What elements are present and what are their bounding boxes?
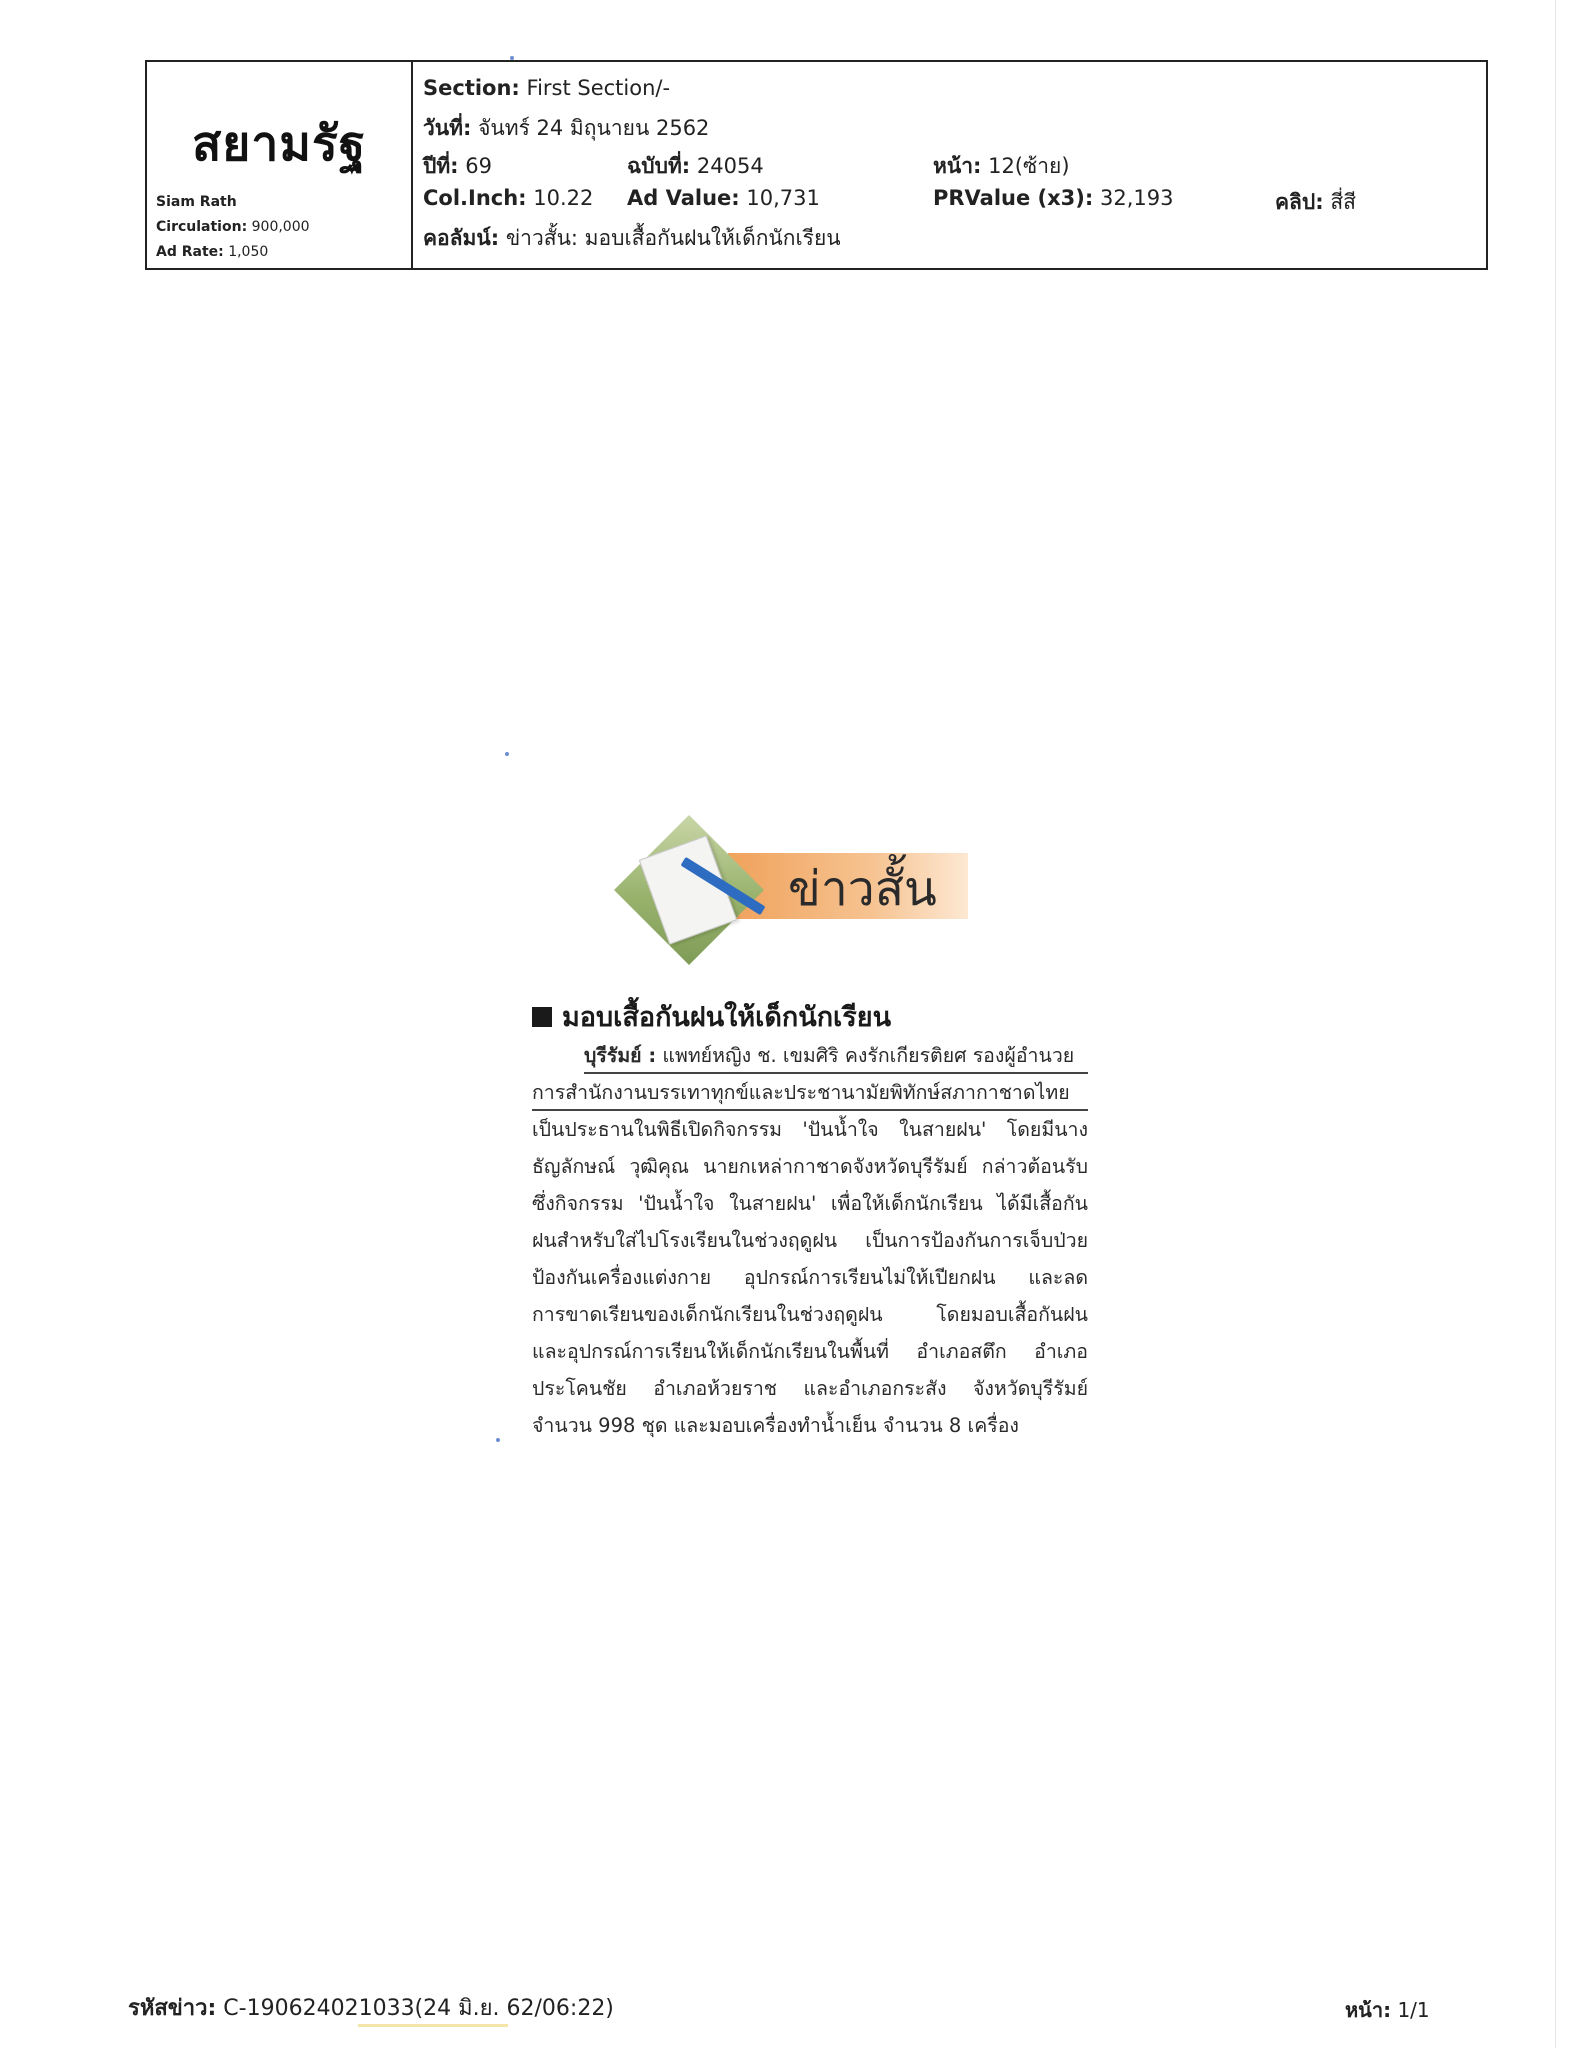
scan-dot <box>496 1438 500 1442</box>
prvalue-cell <box>933 186 1173 210</box>
ad-rate-label: Ad Rate: <box>156 244 224 260</box>
article-line: การขาดเรียนของเด็กนักเรียนในช่วงฤดูฝน โดยมอบเสื้อกันฝน <box>532 1303 1088 1326</box>
clip-cell <box>1275 186 1356 219</box>
headline-text: มอบเสื้อกันฝนให้เด็กนักเรียน <box>562 1002 892 1033</box>
paper-name: Siam Rath <box>156 194 237 210</box>
news-code-label: รหัสข่าว: <box>128 1996 217 2021</box>
footer-page-label: หน้า: <box>1345 1998 1392 2022</box>
colinch-cell <box>423 186 593 210</box>
prvalue-label: PRValue (x3): <box>933 186 1094 210</box>
year-cell <box>423 150 492 183</box>
column-value: ข่าวสั้น: มอบเสื้อกันฝนให้เด็กนักเรียน <box>505 226 841 250</box>
article-line: การสำนักงานบรรเทาทุกข์และประชานามัยพิทักษ์สภากาชาดไทย <box>532 1077 1088 1111</box>
page-label: หน้า: <box>933 154 982 178</box>
clip-label: คลิป: <box>1275 190 1324 214</box>
column-badge <box>618 815 963 965</box>
page-value: 12(ซ้าย) <box>988 154 1070 178</box>
issue-cell <box>627 150 764 183</box>
article-line: ฝนสำหรับใส่ไปโรงเรียนในช่วงฤดูฝน เป็นการป้องกันการเจ็บป่วย <box>532 1229 1088 1252</box>
clip-value: สี่สี <box>1330 190 1356 214</box>
date-label: วันที่: <box>423 116 472 140</box>
page-number <box>1345 1994 1430 2026</box>
section-value: First Section/- <box>526 76 671 100</box>
ad-rate-value: 1,050 <box>228 244 269 260</box>
issue-value: 24054 <box>696 154 764 178</box>
newspaper-logo: สยามรัฐ <box>192 116 367 172</box>
article-line: ซึ่งกิจกรรม 'ปันน้ำใจ ในสายฝน' เพื่อให้เด็กนักเรียน ได้มีเสื้อกัน <box>532 1192 1088 1215</box>
news-code-value: C-190624021033(24 มิ.ย. 62/06:22) <box>223 1996 614 2021</box>
article-line: จำนวน 998 ชุด และมอบเครื่องทำน้ำเย็น จำนวน 8 เครื่อง <box>532 1414 1019 1437</box>
scan-edge <box>1555 0 1556 2048</box>
article-line <box>584 1040 1088 1074</box>
issue-label: ฉบับที่: <box>627 154 691 178</box>
publication-panel <box>147 62 413 268</box>
scan-dot <box>510 56 514 60</box>
footer-page-value: 1/1 <box>1397 1998 1430 2022</box>
section-row <box>423 76 670 100</box>
circulation-label: Circulation: <box>156 219 248 235</box>
footer-highlight <box>358 2024 508 2027</box>
colinch-label: Col.Inch: <box>423 186 527 210</box>
advalue-value: 10,731 <box>746 186 820 210</box>
article-line: ประโคนชัย อำเภอห้วยราช และอำเภอกระสัง จังหวัดบุรีรัมย์ <box>532 1377 1088 1400</box>
date-row <box>423 112 709 145</box>
scan-dot <box>505 752 509 756</box>
colinch-value: 10.22 <box>533 186 594 210</box>
column-row <box>423 222 841 255</box>
article-line: และอุปกรณ์การเรียนให้เด็กนักเรียนในพื้นที่ อำเภอสตึก อำเภอ <box>532 1340 1088 1363</box>
section-label: Section: <box>423 76 520 100</box>
article-line-text: แพทย์หญิง ช. เขมศิริ คงรักเกียรติยศ รองผู้อำนวย <box>662 1044 1075 1067</box>
prvalue-value: 32,193 <box>1099 186 1174 210</box>
advalue-cell <box>627 186 820 210</box>
circulation-value: 900,000 <box>251 219 310 235</box>
year-label: ปีที่: <box>423 154 459 178</box>
column-label: คอลัมน์: <box>423 226 500 250</box>
year-value: 69 <box>465 154 492 178</box>
badge-title: ข่าวสั้น <box>788 861 937 917</box>
article-line: เป็นประธานในพิธีเปิดกิจกรรม 'ปันน้ำใจ ในสายฝน' โดยมีนาง <box>532 1118 1088 1141</box>
news-code <box>128 1990 614 2025</box>
clipping-header <box>145 60 1488 270</box>
publication-meta <box>156 190 310 265</box>
bullet-square-icon <box>532 1007 552 1027</box>
article-line: ธัญลักษณ์ วุฒิคุณ นายกเหล่ากาชาดจังหวัดบุรีรัมย์ กล่าวต้อนรับ <box>532 1155 1088 1178</box>
article-line: ป้องกันเครื่องแต่งกาย อุปกรณ์การเรียนไม่ให้เปียกฝน และลด <box>532 1266 1088 1289</box>
page-cell <box>933 150 1070 183</box>
clipping-details <box>413 62 1486 268</box>
article-dateline: บุรีรัมย์ : <box>584 1044 657 1067</box>
advalue-label: Ad Value: <box>627 186 740 210</box>
article-headline <box>532 995 891 1038</box>
date-value: จันทร์ 24 มิถุนายน 2562 <box>478 116 710 140</box>
